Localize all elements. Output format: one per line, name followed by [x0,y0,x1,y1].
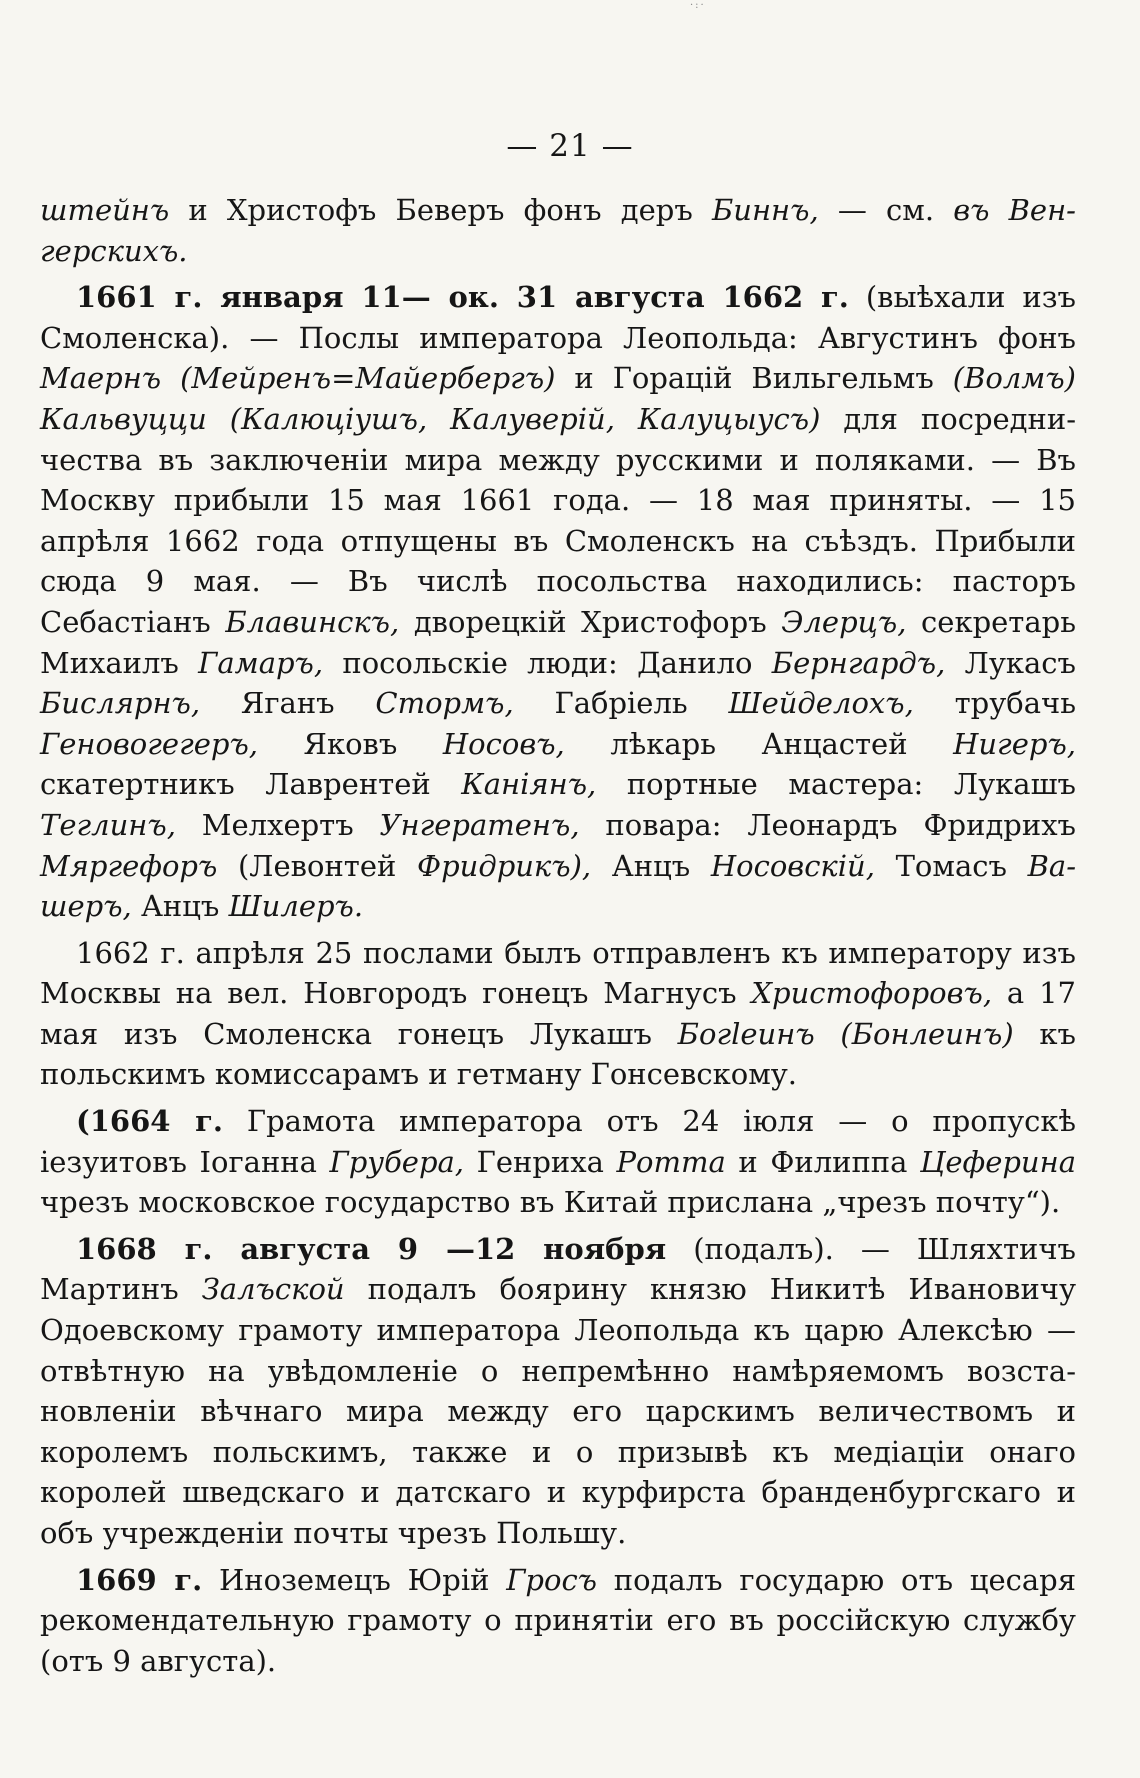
text-run: а 17 мая изъ Смоленска гонецъ Лукашъ [40,976,1076,1051]
text-run: къ польскимъ комиссарамъ и гетману Гонсевскому. [40,1016,1076,1092]
text-run: Иноземецъ Юрій [202,1562,507,1597]
text-run: чрезъ московское государство въ Китай прислана „чрезъ почту“). [40,1185,1061,1220]
person-name: Биннъ, [711,193,819,227]
text-run: (выѣхали изъ Смоленска). — Послы императора Леопольда: Августинъ фонъ [40,280,1076,355]
text-run: дворецкій Христофоръ [399,604,782,639]
text-run: подалъ боярину князю Никитѣ Ивановичу Одоевскому грамоту императора Леопольда къ царю Алексѣю — отвѣтную на увѣдомленіе о непремѣнно намѣряемомъ возстановленіи вѣчнаго мира между его царскимъ величествомъ и королемъ польскимъ, также и о призывѣ къ медіаціи онаго королей шведскаго и датскаго и курфирста бранденбургскаго и объ учрежденіи почты чрезъ Польшу. [40,1272,1077,1550]
text-run: Лукасъ [945,645,1076,680]
text-run: повара: Леонардъ Фридрихъ [579,807,1077,842]
person-name: Теглинъ, [40,807,176,842]
text-run: трубачь [913,686,1076,721]
text-run: посольскіе люди: Данило [323,645,772,680]
text-run: Томасъ [874,848,1028,883]
person-name: Вашеръ, [40,848,1077,924]
person-name: Христофоровъ, [751,976,993,1011]
paragraph [40,933,1076,1095]
person-name: Бернгардъ, [771,645,946,680]
person-name: въ Венгерскихъ. [40,193,1076,268]
page-number: — 21 — [506,128,634,164]
person-name: Каніянъ, [461,767,597,802]
person-name: Носовскій, [710,848,875,883]
scan-specks: ·:· [690,0,706,11]
person-name: Бислярнъ, [40,686,201,721]
person-name: штейнъ [40,193,170,227]
person-name: Нигеръ, [953,726,1076,761]
text-run: лѣкарь Анцастей [564,726,954,761]
person-name: Гросъ [506,1562,598,1597]
text-run: Яганъ [200,686,376,721]
text-run: Генриха [464,1144,617,1179]
person-name: Богleинъ (Бонлеинъ) [677,1016,1014,1051]
text-run: Анцъ [591,848,711,883]
person-name: Блавинскъ, [225,604,400,639]
text-run: — см. [818,193,954,227]
person-name: (Волмъ) Кальвуцци (Калюціушъ, Калуверій, Калуцыусъ) [40,361,1076,436]
text-run: и Христофъ Беверъ фонъ деръ [169,193,712,227]
person-name: Шилеръ. [228,889,364,924]
person-name: Мяргефоръ [40,848,218,883]
text-run: Анцъ [131,889,229,924]
text-run: Мелхертъ [175,807,380,842]
date-heading: 1661 г. января 11— ок. 31 августа 1662 г. [76,280,849,315]
person-name: Шейделохъ, [728,686,914,721]
paragraph [40,190,1076,271]
person-name: Гамаръ, [198,645,324,680]
person-name: Цеферина [920,1144,1076,1179]
person-name: Грубера, [329,1144,465,1179]
text-run: для посредничества въ заключеніи мира между русскими и поляками. — Въ Москву прибыли 15 мая 1661 года. — 18 мая приняты. — 15 апрѣля 1662 года отпущены въ Смоленскъ на съѣздъ. Прибыли сюда 9 мая. — Въ числѣ посольства находились: пасторъ Себастіанъ [40,401,1077,639]
text-run: портные мастера: Лукашъ [596,767,1076,802]
text-run: Яковъ [258,726,443,761]
person-name: Маернъ (Мейренъ=Майербергъ) [40,361,556,396]
person-name: Унгератенъ, [379,807,580,842]
person-name: Элерцъ, [781,604,907,639]
text-run: Габріель [513,686,729,721]
person-name: Ротта [616,1144,726,1179]
date-heading: 1669 г. [76,1562,203,1597]
person-name: Стормъ, [375,686,514,721]
paragraph [40,277,1076,927]
person-name: Залъской [201,1272,345,1307]
paragraph [40,1101,1076,1223]
text-run: Грамота императора отъ 24 іюля — о пропускѣ іезуитовъ Іоганна [40,1104,1076,1179]
paragraph [40,1560,1076,1682]
page-text [40,190,1076,1687]
person-name: Геновогегеръ, [40,726,259,761]
text-run: скатертникъ Лаврентей [40,767,462,802]
text-run: и Горацій Вильгельмъ [555,361,953,396]
person-name: Фридрикъ), [417,848,592,883]
text-run: и Филиппа [725,1144,921,1179]
text-run: (Левонтей [217,848,417,883]
paragraph [40,1229,1076,1554]
date-heading: (1664 г. [76,1104,224,1139]
text-run: 1662 г. апрѣля 25 послами былъ отправленъ къ императору изъ Москвы на вел. Новгородъ гонецъ Магнусъ [40,935,1076,1011]
person-name: Носовъ, [442,726,565,761]
date-heading: 1668 г. августа 9 —12 ноября [76,1231,667,1266]
text-run: (подалъ). — Шляхтичъ Мартинъ [40,1231,1076,1307]
text-run: секретарь Михаилъ [40,604,1076,680]
text-run: подалъ государю отъ цесаря рекомендательную грамоту о принятіи его въ россійскую службу (отъ 9 августа). [40,1562,1076,1678]
